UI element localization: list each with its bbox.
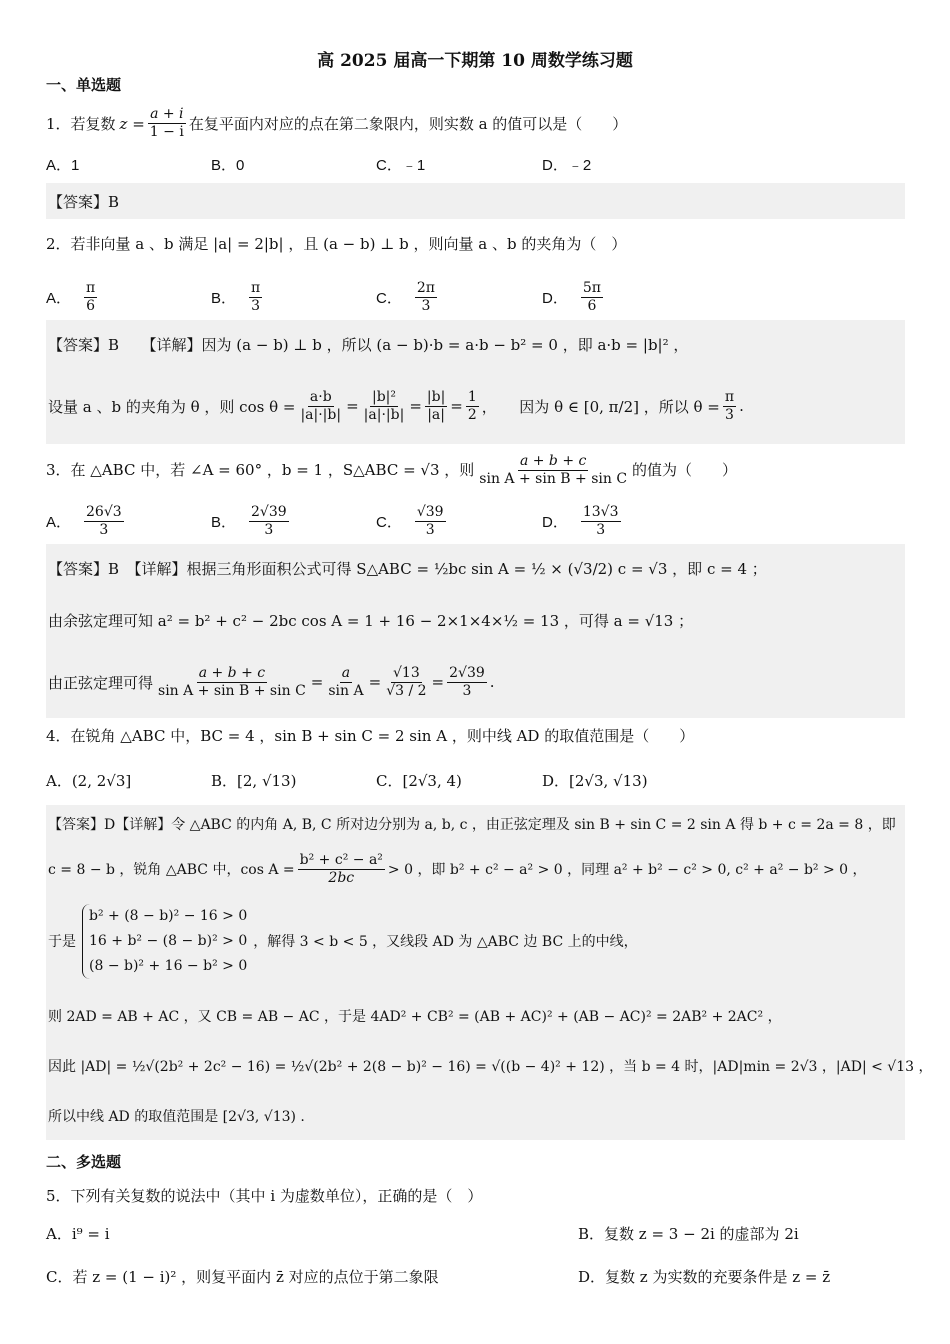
q4-line2-start: c = 8 − b ，锐角 △ABC 中，cos A = [48, 862, 295, 878]
question-5-stem: 5．下列有关复数的说法中（其中 i 为虚数单位），正确的是（ ） [46, 1187, 483, 1205]
q3-option-c[interactable] [376, 496, 449, 546]
q3-option-a[interactable] [46, 496, 127, 546]
q3-stem-fraction [477, 453, 629, 488]
q3-option-d-num: 13√3 [582, 503, 619, 520]
q4-answer-line3 [48, 901, 638, 981]
q2-option-c-label: C． [376, 289, 402, 307]
q1-option-d[interactable]: D．﹣2 [542, 156, 592, 174]
section-multi-choice: 二、多选题 [46, 1153, 122, 1171]
q2-f1-num: a·b [309, 388, 332, 405]
question-1-stem [46, 106, 906, 141]
q2-f3-num: |b| [426, 388, 446, 405]
q4-sys-row1: b² + (8 − b)² − 16 > 0 [89, 907, 248, 924]
q2-option-a[interactable] [46, 272, 100, 322]
q3-f2-num: a [341, 664, 351, 681]
q2-option-c-den: 3 [421, 297, 431, 314]
q2-option-a-label: A． [46, 289, 72, 307]
q2-line2-end: ， 因为 θ ∈ [0, π/2] ，所以 θ = [481, 397, 720, 416]
q4-option-a[interactable]: A．(2, 2√3] [46, 771, 132, 790]
q1-fraction [148, 106, 186, 141]
q3-stem-start: 3．在 △ABC 中，若 ∠A = 60° ，b = 1 ，S△ABC = √3 ，则 [46, 461, 475, 479]
q4-cos-den: 2bc [328, 869, 355, 886]
q3-stem-end: 的值为（ ） [632, 461, 738, 479]
q4-option-c[interactable]: C．[2√3, 4) [376, 771, 462, 790]
q1-suffix: 在复平面内对应的点在第二象限内，则实数 a 的值可以是（ ） [188, 114, 628, 133]
q2-option-b-label: B． [211, 289, 237, 307]
q1-prefix: 1．若复数 [46, 114, 116, 133]
question-3-options [46, 496, 906, 546]
question-4-stem: 4．在锐角 △ABC 中，BC = 4 ，sin B + sin C = 2 sin A ，则中线 AD 的取值范围是（ ） [46, 727, 695, 745]
q1-option-b[interactable]: B．0 [211, 156, 245, 174]
q2-option-b-den: 3 [251, 297, 261, 314]
question-3-stem [46, 452, 906, 488]
q3-option-c-den: 3 [425, 521, 435, 538]
q3-f4-num: 2√39 [449, 664, 485, 681]
q3-option-b[interactable] [211, 496, 292, 546]
q3-f2-den: sin A [328, 682, 364, 699]
q4-sys-row3: (8 − b)² + 16 − b² > 0 [89, 957, 248, 974]
q2-res-den: 3 [725, 406, 734, 423]
q2-option-b[interactable] [211, 272, 265, 322]
q2-frac-3 [425, 389, 447, 424]
q2-f2-num: |b|² [371, 388, 396, 405]
q2-option-d[interactable] [542, 272, 606, 322]
q3-option-b-label: B． [211, 513, 237, 531]
q3-option-b-num: 2√39 [251, 503, 287, 520]
section-single-choice: 一、单选题 [46, 76, 122, 94]
q4-cos-num: b² + c² − a² [299, 851, 383, 868]
q4-option-d[interactable]: D．[2√3, √13) [542, 771, 648, 790]
q4-option-b[interactable]: B．[2, √13) [211, 771, 297, 790]
q2-option-a-den: 6 [86, 297, 96, 314]
question-3-answer [46, 544, 905, 718]
q3-option-a-den: 3 [99, 521, 109, 538]
q2-option-c-num: 2π [416, 279, 435, 296]
q4-answer-line6: 所以中线 AD 的取值范围是 [2√3, √13) . [48, 1109, 305, 1125]
q3-f1-num: a + b + c [198, 664, 266, 681]
q4-line3-start: 于是 [48, 934, 76, 950]
q2-frac-result [723, 389, 736, 424]
q4-line2-end: > 0 ，即 b² + c² − a² > 0 ，同理 a² + b² − c² > 0, c² + a² − b² > 0 ， [387, 862, 867, 878]
question-2-answer [46, 320, 905, 444]
question-1-options [46, 150, 906, 178]
q3-answer-line3: 由正弦定理可得 $\frac{a + b + c}{\text{sin A + sin B + sin C}}$ = $\frac{a}{\text{sin A}}$ = $\frac{√13}{√3 / 2}$ = $\frac{2√39}{3}$ . [48, 664, 495, 699]
q3-option-b-den: 3 [264, 521, 274, 538]
q4-sys-row2: 16 + b² − (8 − b)² > 0 [89, 932, 248, 949]
q3-line3-start: 由正弦定理可得 [48, 673, 154, 692]
q2-res-num: π [724, 388, 735, 405]
q4-answer-line2 [48, 845, 867, 893]
q2-answer-line2: 设量 a 、b 的夹角为 θ ，则 cos θ = $\frac{a\cdot b}{|a|\cdot|b|}$ = $\frac{\text{|b|²}}{|a|\cdot|b|}$ = $\frac{|b|}{|a|}$ = $\frac{1}{2}$ ， 因为 θ ∈ [0, π/2] ，所以 θ = $\frac{\pi}{3}$ . [48, 388, 744, 423]
q3-option-c-label: C． [376, 513, 402, 531]
q5-option-b[interactable]: B．复数 z = 3 − 2i 的虚部为 2i [578, 1225, 799, 1243]
q2-option-a-num: π [86, 279, 96, 296]
q3-f1-den: sin A + sin B + sin C [158, 682, 306, 699]
q3-option-d-label: D． [542, 513, 568, 531]
q3-option-a-label: A． [46, 513, 72, 531]
question-2-stem: 2．若非向量 a 、b 满足 |a| = 2|b| ，且 (a − b) ⊥ b ，则向量 a 、b 的夹角为（ ） [46, 235, 627, 253]
q3-option-c-num: √39 [416, 503, 444, 520]
q3-f3-num: √13 [392, 664, 420, 681]
q4-inequality-system [82, 904, 247, 979]
q2-f4-num: 1 [467, 388, 477, 405]
q1-option-a[interactable]: A．1 [46, 156, 80, 174]
q2-answer-line1: 【答案】B 【详解】因为 (a − b) ⊥ b ，所以 (a − b)·b = a·b − b² = 0 ，即 a·b = |b|² ， [48, 335, 689, 354]
q3-option-d[interactable] [542, 496, 624, 546]
q4-line3-end: ，解得 3 < b < 5 ，又线段 AD 为 △ABC 边 BC 上的中线， [253, 934, 638, 950]
q2-option-d-label: D． [542, 289, 568, 307]
q3-f4-den: 3 [462, 682, 472, 699]
q4-answer-line4: 则 2AD = AB + AC ，又 CB = AB − AC ，于是 4AD² + CB² = (AB + AC)² + (AB − AC)² = 2AB² + 2AC² ， [48, 1009, 782, 1025]
q3-answer-line1: 【答案】B 【详解】根据三角形面积公式可得 S△ABC = ½bc sin A = ½ × (√3/2) c = √3 ，即 c = 4 ； [48, 559, 767, 578]
q4-answer-line5: 因此 |AD| = ½√(2b² + 2c² − 16) = ½√(2b² + 2(8 − b)² − 16) = √((b − 4)² + 12) ，当 b = 4 时，|AD|min = 2√3 ，|AD| < √13 ， [48, 1059, 933, 1075]
question-4-answer [46, 805, 933, 1140]
q3-option-d-den: 3 [596, 521, 606, 538]
q4-answer-line1: 【答案】D【详解】令 △ABC 的内角 A, B, C 所对边分别为 a, b, c ，由正弦定理及 sin B + sin C = 2 sin A 得 b + c = 2a = 8 ，即 [48, 817, 896, 833]
q2-line2-start: 设量 a 、b 的夹角为 θ ，则 cos θ = [48, 397, 296, 416]
q3-stem-den: sin A + sin B + sin C [479, 470, 628, 487]
q2-frac-4 [466, 389, 479, 424]
question-1-answer [46, 183, 905, 219]
q2-option-d-den: 6 [587, 297, 597, 314]
q5-option-d[interactable]: D．复数 z 为实数的充要条件是 z = z̄ [578, 1268, 831, 1286]
q2-option-c[interactable] [376, 272, 440, 322]
page-title: 高 2025 届高一下期第 10 周数学练习题 [317, 51, 633, 71]
q5-option-c[interactable]: C．若 z = (1 − i)² ，则复平面内 z̄ 对应的点位于第二象限 [46, 1268, 439, 1286]
q2-f1-den: |a|·|b| [300, 406, 342, 423]
q5-option-a[interactable]: A．i⁹ = i [46, 1225, 110, 1243]
q1-frac-num: a + i [150, 106, 184, 122]
q3-f3-den: √3 / 2 [386, 682, 427, 699]
q2-frac-1 [298, 389, 343, 424]
question-4-options [46, 764, 906, 796]
q2-f4-den: 2 [467, 406, 477, 423]
q2-f3-den: |a| [427, 406, 445, 423]
q2-frac-2 [362, 389, 407, 424]
q1-z: z = [119, 114, 145, 133]
q1-option-c[interactable]: C．﹣1 [376, 156, 426, 174]
q2-option-d-num: 5π [582, 279, 601, 296]
q2-f2-den: |a|·|b| [363, 406, 405, 423]
q1-answer-text: 【答案】B [48, 192, 120, 211]
q1-frac-den: 1 − i [149, 124, 184, 140]
q3-stem-num: a + b + c [519, 452, 587, 469]
q3-option-a-num: 26√3 [86, 503, 122, 520]
q3-answer-line2: 由余弦定理可知 a² = b² + c² − 2bc cos A = 1 + 16 − 2×1×4×½ = 13 ，可得 a = √13 ； [48, 611, 694, 630]
q2-option-b-num: π [251, 279, 261, 296]
question-2-options [46, 272, 906, 322]
